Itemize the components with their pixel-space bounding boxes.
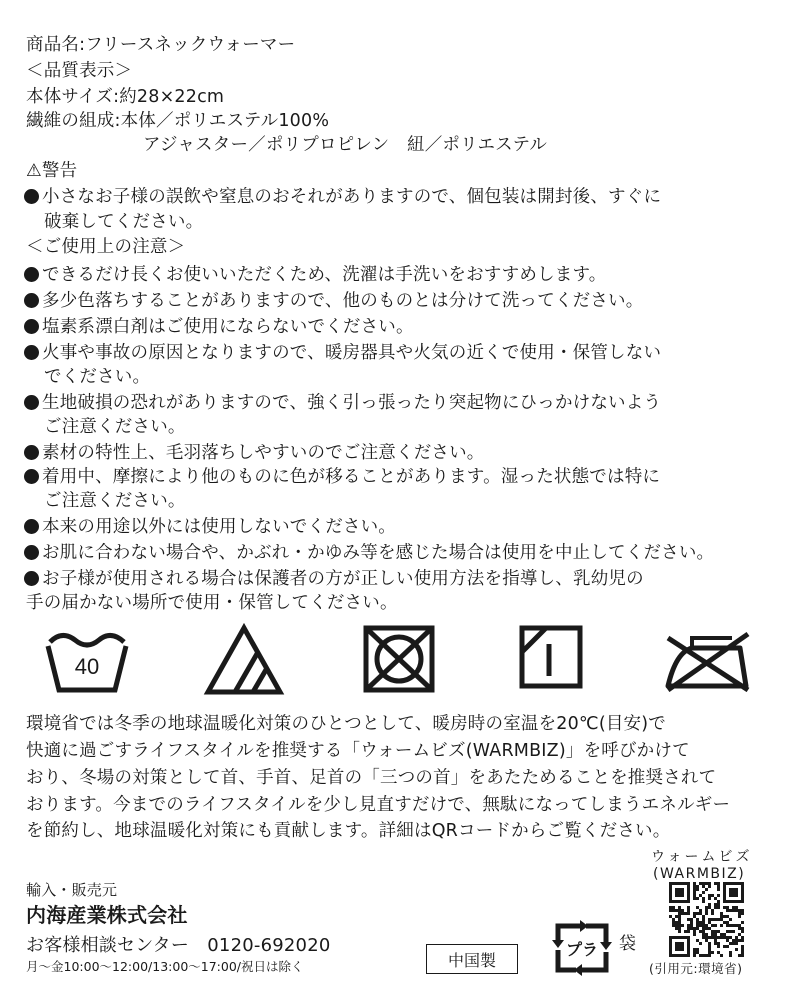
caution-text: 本来の用途以外には使用しないでください。 (42, 517, 396, 537)
caution-item (24, 342, 661, 364)
no-iron-icon (662, 630, 752, 692)
no-tumble-dry-icon (362, 624, 436, 694)
product-name: 商品名:フリースネックウォーマー (26, 35, 296, 55)
warmbiz-line: を節約し、地球温暖化対策にも貢献します。詳細はQRコードからご覧ください。 (26, 821, 671, 841)
warmbiz-line: おります。今までのライフスタイルを少し見直すだけで、無駄になってしまうエネルギー (26, 795, 731, 815)
caution-text: できるだけ長くお使いいただくため、洗濯は手洗いをおすすめします。 (42, 265, 607, 285)
fiber-composition: 繊維の組成:本体／ポリエステル100% (26, 111, 330, 131)
qr-label: ウォームビズ (651, 849, 753, 865)
caution-item-cont: 手の届かない場所で使用・保管してください。 (26, 593, 398, 613)
caution-item (24, 442, 485, 464)
line-dry-icon (518, 624, 584, 690)
caution-item (24, 516, 396, 538)
caution-text: お子様が使用される場合は保護者の方が正しい使用方法を指導し、乳幼児の (42, 569, 644, 589)
warning-line (24, 186, 661, 208)
warning-line-2: 破棄してください。 (44, 212, 204, 232)
qr-code[interactable] (669, 882, 744, 957)
quality-header: ＜品質表示＞ (26, 61, 133, 81)
caution-text: 多少色落ちすることがありますので、他のものとは分けて洗ってください。 (42, 291, 644, 311)
wash-temp-label: 40 (74, 654, 100, 679)
caution-item (24, 466, 660, 488)
caution-item-cont: でください。 (44, 367, 151, 387)
caution-item (24, 568, 644, 590)
caution-text: 塩素系漂白剤はご使用にならないでください。 (42, 317, 414, 337)
caution-item (24, 542, 714, 564)
caution-text: 生地破損の恐れがありますので、強く引っ張ったり突起物にひっかけないよう (42, 393, 662, 413)
warmbiz-line: 快適に過ごすライフスタイルを推奨する「ウォームビズ(WARMBIZ)」を呼びかけて (26, 741, 690, 761)
support-phone: お客様相談センター 0120-692020 (26, 935, 331, 956)
hand-wash-40-icon (44, 626, 130, 694)
caution-item (24, 264, 606, 286)
origin-label: 中国製 (447, 950, 496, 970)
warning-title: ⚠警告 (26, 161, 78, 181)
importer-label: 輸入・販売元 (26, 881, 118, 899)
caution-header: ＜ご使用上の注意＞ (26, 237, 186, 257)
warmbiz-line: 環境省では冬季の地球温暖化対策のひとつとして、暖房時の室温を20℃(目安)で (26, 714, 666, 734)
qr-source: (引用元:環境省) (649, 961, 743, 976)
caution-item-cont: ご注意ください。 (44, 491, 186, 511)
caution-text: 火事や事故の原因となりますので、暖房器具や火気の近くで使用・保管しない (42, 343, 662, 363)
product-size: 本体サイズ:約28×22cm (26, 87, 225, 107)
fiber-composition-2: アジャスター／ポリプロピレン 紐／ポリエステル (143, 135, 548, 155)
support-hours: 月〜金10:00〜12:00/13:00〜17:00/祝日は除く (26, 959, 304, 974)
bleach-allowed-icon (203, 622, 285, 696)
plastic-recycle-icon (548, 918, 616, 978)
caution-text: お肌に合わない場合や、かぶれ・かゆみ等を感じた場合は使用を中止してください。 (42, 543, 715, 563)
caution-item-cont: ご注意ください。 (44, 417, 186, 437)
recycle-mark-label: プラ (565, 940, 599, 959)
caution-text: 着用中、摩擦により他のものに色が移ることがあります。湿った状態では特に (42, 467, 661, 487)
caution-item (24, 392, 661, 414)
company-name: 内海産業株式会社 (26, 903, 188, 927)
origin-box (426, 944, 518, 974)
recycle-label: 袋 (619, 934, 637, 954)
qr-label-2: (WARMBIZ) (653, 866, 746, 882)
warning-text: 小さなお子様の誤飲や窒息のおそれがありますので、個包装は開封後、すぐに (42, 187, 662, 207)
caution-item (24, 290, 643, 312)
caution-item (24, 316, 414, 338)
warmbiz-line: おり、冬場の対策として首、手首、足首の「三つの首」をあたためることを推奨されて (26, 768, 717, 788)
caution-text: 素材の特性上、毛羽落ちしやすいのでご注意ください。 (42, 443, 485, 463)
